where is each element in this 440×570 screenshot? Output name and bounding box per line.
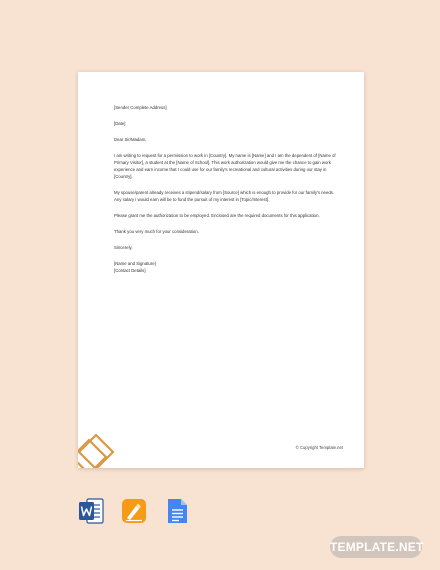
sender-address: [Sender Complete Address] bbox=[114, 105, 167, 110]
brand-badge[interactable]: TEMPLATE.NET bbox=[330, 536, 422, 558]
signature-line: [Name and Signature] bbox=[114, 261, 156, 266]
paragraph-authorization: Please grant me the authorization to be employed. Enclosed are the required documents for this application. bbox=[114, 213, 320, 218]
pages-icon[interactable] bbox=[121, 497, 147, 525]
contact-line: [Contact Details] bbox=[114, 268, 146, 273]
salutation: Dear Sir/Madam, bbox=[114, 137, 147, 142]
google-docs-icon[interactable] bbox=[164, 497, 190, 525]
letter-page bbox=[78, 72, 364, 468]
letter-body bbox=[114, 104, 339, 274]
diamond-decoration-icon bbox=[78, 430, 118, 468]
copyright-text: © Copyright Template.net bbox=[295, 445, 343, 450]
letter-date: [Date] bbox=[114, 121, 126, 126]
closing: Sincerely, bbox=[114, 245, 133, 250]
paragraph-income: My spouse/parent already receives a stipend/salary from [Source] which is enough to provide for our family's needs. Any salary I would earn will be to fund the pursuit of my interest in [Topic/Interest]. bbox=[114, 190, 335, 202]
paragraph-thanks: Thank you very much for your consideration. bbox=[114, 229, 199, 234]
paragraph-request: I am writing to request for a permission to work in [Country]. My name is [Name] and I am the dependent of [Name of Primary Visitor], a student at the [Name of School]. This work authorization would give me the chance to gain work experience and earn income that I could use for our family's recreational and cultural activities during our stay in [Country]. bbox=[114, 153, 336, 179]
word-icon[interactable] bbox=[78, 497, 104, 525]
